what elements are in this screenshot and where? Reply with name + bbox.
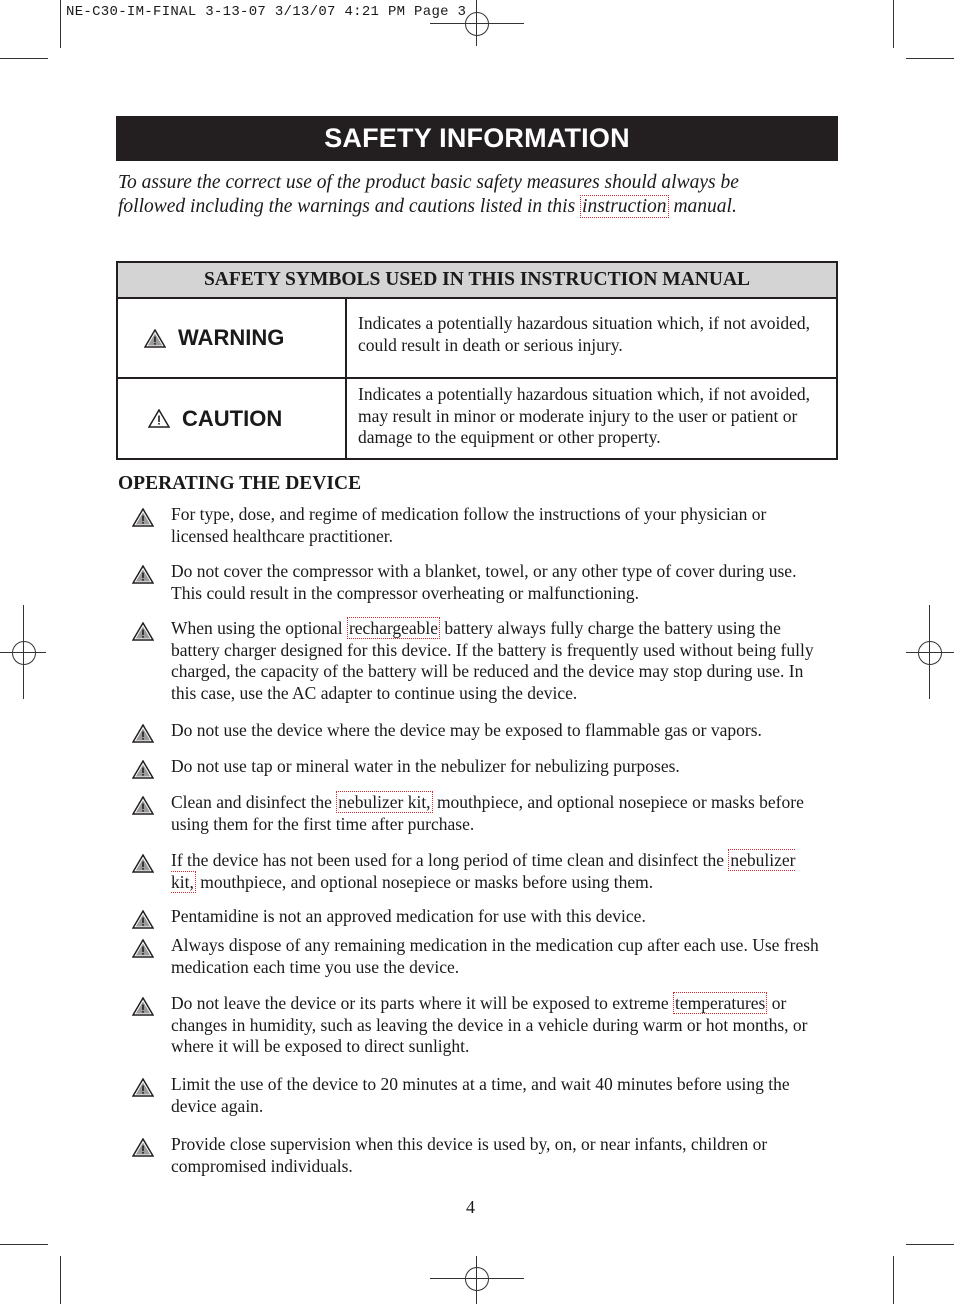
- crop-mark: [906, 1244, 954, 1245]
- item-body: [171, 993, 820, 1058]
- item-body: [171, 618, 820, 704]
- warning-triangle-icon: [132, 724, 154, 743]
- item-icon: [132, 997, 154, 1021]
- table-row-caution: [118, 379, 836, 458]
- spelling-mark: instruction: [582, 196, 667, 217]
- caution-triangle-icon: [148, 409, 170, 428]
- list-item: [130, 720, 820, 742]
- registration-line: [476, 0, 477, 46]
- warning-triangle-icon: [132, 1138, 154, 1157]
- item-icon: [132, 565, 154, 589]
- crop-mark: [60, 1256, 61, 1304]
- item-text: For type, dose, and regime of medication follow the instructions of your physician or licensed healthcare practitioner.: [171, 504, 767, 546]
- item-body: [171, 720, 820, 742]
- item-text: Provide close supervision when this device is used by, on, or near infants, children or compromised individuals.: [171, 1134, 768, 1176]
- warning-triangle-icon: [132, 910, 154, 929]
- list-item: [130, 1134, 820, 1177]
- registration-mark-icon: [465, 12, 489, 36]
- item-body: [171, 1074, 820, 1117]
- item-icon: [132, 854, 154, 878]
- crop-mark: [0, 58, 48, 59]
- registration-line: [430, 1278, 524, 1279]
- spelling-mark: rechargeable: [348, 618, 439, 638]
- item-body: [171, 504, 820, 547]
- item-icon: [132, 1138, 154, 1162]
- page-number: 4: [466, 1197, 475, 1217]
- item-text: When using the optional: [171, 618, 347, 638]
- crop-mark: [893, 0, 894, 48]
- registration-mark-icon: [12, 641, 36, 665]
- warning-triangle-icon: [144, 329, 166, 348]
- crop-mark: [60, 0, 61, 48]
- registration-mark-icon: [918, 641, 942, 665]
- warning-triangle-icon: [132, 1078, 154, 1097]
- table-heading: SAFETY SYMBOLS USED IN THIS INSTRUCTION MANUAL: [118, 263, 836, 299]
- item-text: Do not leave the device or its parts where it will be exposed to extreme: [171, 993, 673, 1013]
- list-item: [130, 756, 820, 778]
- item-body: [171, 756, 820, 778]
- list-item: [130, 792, 820, 835]
- item-icon: [132, 910, 154, 934]
- intro-line-1: To assure the correct use of the product basic safety measures should always be: [118, 172, 739, 193]
- warning-triangle-icon: [132, 939, 154, 958]
- intro-paragraph: [118, 171, 818, 219]
- item-icon: [132, 760, 154, 784]
- warning-triangle-icon: [132, 997, 154, 1016]
- item-body: [171, 850, 820, 893]
- list-item: [130, 504, 820, 547]
- crop-mark: [893, 1256, 894, 1304]
- item-icon: [132, 796, 154, 820]
- item-text-end: mouthpiece, and optional nosepiece or masks before using them for the first time after purchase.: [171, 792, 804, 834]
- list-item: [130, 850, 820, 893]
- caution-description: Indicates a potentially hazardous situation which, if not avoided, may result in minor or moderate injury to the user or patient or damage to the equipment or other property.: [358, 384, 810, 447]
- registration-line: [906, 652, 954, 653]
- spelling-mark: nebulizer kit,: [338, 792, 431, 812]
- safety-symbols-table: [116, 261, 838, 460]
- list-item: [130, 1074, 820, 1117]
- caution-label-cell: [118, 379, 347, 458]
- caution-label: CAUTION: [182, 405, 283, 431]
- spelling-mark: nebulizer kit,: [171, 850, 796, 892]
- list-item: [130, 906, 820, 928]
- table-row-warning: [118, 299, 836, 379]
- warning-triangle-icon: [132, 565, 154, 584]
- item-body: [171, 561, 820, 604]
- print-slug-line: NE-C30-IM-FINAL 3-13-07 3/13/07 4:21 PM Page 3: [66, 4, 467, 20]
- warning-triangle-icon: [132, 508, 154, 527]
- warning-label-cell: [118, 299, 347, 377]
- item-icon: [132, 1078, 154, 1102]
- warning-triangle-icon: [132, 622, 154, 641]
- item-body: [171, 1134, 820, 1177]
- warning-triangle-icon: [132, 760, 154, 779]
- page-title: SAFETY INFORMATION: [116, 116, 838, 161]
- item-text: If the device has not been used for a long period of time clean and disinfect the: [171, 850, 729, 870]
- item-text: Do not use tap or mineral water in the nebulizer for nebulizing purposes.: [171, 756, 680, 776]
- list-item: [130, 561, 820, 604]
- item-body: [171, 906, 820, 928]
- intro-line-2-end: manual.: [668, 196, 737, 217]
- item-text: Clean and disinfect the: [171, 792, 337, 812]
- item-text: Always dispose of any remaining medication in the medication cup after each use. Use fresh medication each time you use the device.: [171, 935, 819, 977]
- list-item: [130, 618, 820, 704]
- spelling-mark: temperatures: [675, 993, 766, 1013]
- item-text: Do not cover the compressor with a blanket, towel, or any other type of cover during use. This could result in the compressor overheating or malfunctioning.: [171, 561, 797, 603]
- registration-mark-icon: [465, 1267, 489, 1291]
- intro-line-2: followed including the warnings and cautions listed in this: [118, 196, 581, 217]
- warning-description: Indicates a potentially hazardous situation which, if not avoided, could result in death or serious injury.: [358, 313, 810, 355]
- registration-line: [929, 605, 930, 699]
- section-title: OPERATING THE DEVICE: [118, 473, 362, 494]
- item-icon: [132, 622, 154, 646]
- crop-mark: [906, 58, 954, 59]
- item-text-end: or changes in humidity, such as leaving the device in a vehicle during warm or hot months, or where it will be exposed to direct sunlight.: [171, 993, 808, 1056]
- item-text: Limit the use of the device to 20 minutes at a time, and wait 40 minutes before using the device again.: [171, 1074, 790, 1116]
- item-text-end: mouthpiece, and optional nosepiece or masks before using them.: [195, 871, 654, 892]
- list-item: [130, 993, 820, 1058]
- crop-mark: [0, 1244, 48, 1245]
- warning-triangle-icon: [132, 854, 154, 873]
- list-item: [130, 935, 820, 978]
- item-text-end: battery always fully charge the battery using the battery charger designed for this device. If the battery is frequently used without being fully charged, the capacity of the battery will be reduced and the device may stop during use. In this case, use the AC adapter to continue using the device.: [171, 618, 814, 703]
- item-body: [171, 792, 820, 835]
- warning-triangle-icon: [132, 796, 154, 815]
- item-text: Pentamidine is not an approved medication for use with this device.: [171, 906, 646, 926]
- item-icon: [132, 508, 154, 532]
- item-icon: [132, 939, 154, 963]
- registration-line: [476, 1256, 477, 1304]
- registration-line: [430, 23, 524, 24]
- item-text: Do not use the device where the device may be exposed to flammable gas or vapors.: [171, 720, 762, 740]
- item-body: [171, 935, 820, 978]
- registration-line: [23, 605, 24, 699]
- item-icon: [132, 724, 154, 748]
- warning-label: WARNING: [178, 325, 285, 350]
